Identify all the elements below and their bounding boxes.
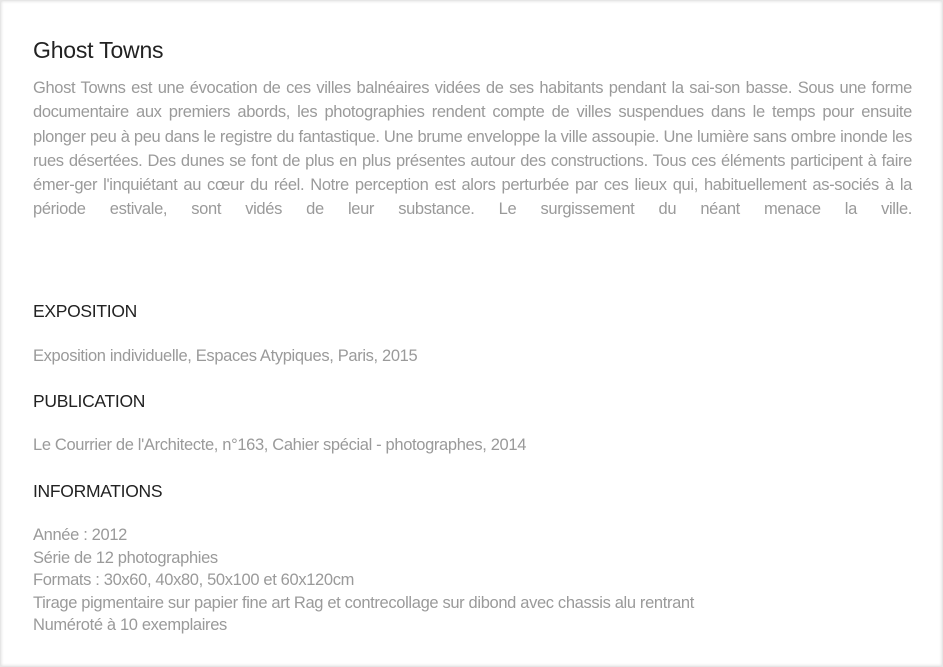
info-printing: Tirage pigmentaire sur papier fine art Rag et contrecollage sur dibond avec chassis alu rentrant: [33, 593, 694, 612]
content-area: [33, 35, 912, 635]
publication-text: Le Courrier de l'Architecte, n°163, Cahier spécial - photographes, 2014: [33, 436, 527, 454]
page-title: Ghost Towns: [33, 37, 164, 63]
informations-heading: INFORMATIONS: [33, 481, 163, 501]
info-year: Année : 2012: [33, 526, 127, 544]
info-edition: Numéroté à 10 exemplaires: [33, 616, 227, 635]
informations-list: [33, 524, 694, 637]
description-paragraph: Ghost Towns est une évocation de ces villes balnéaires vidées de ses habitants pendant la sai-son basse. Sous une forme documentaire aux premiers abords, les photographies rendent compte de villes suspendues dans le temps pour ensuite plonger peu à peu dans le registre du fantastique. Une brume enveloppe la ville assoupie. Une lumière sans ombre inonde les rues désertées. Des dunes se font de plus en plus présentes autour des constructions. Tous ces éléments participent à faire émer-ger l'inquiétant au cœur du réel. Notre perception est alors perturbée par ces lieux qui, habituellement as-sociés à la période estivale, sont vidés de leur substance. Le surgissement du néant menace la ville.: [33, 79, 912, 219]
exposition-text: Exposition individuelle, Espaces Atypiques, Paris, 2015: [33, 347, 418, 365]
info-formats: Formats : 30x60, 40x80, 50x100 et 60x120cm: [33, 571, 354, 590]
exposition-heading: EXPOSITION: [33, 301, 137, 321]
publication-heading: PUBLICATION: [33, 391, 146, 411]
info-series: Série de 12 photographies: [33, 548, 218, 567]
